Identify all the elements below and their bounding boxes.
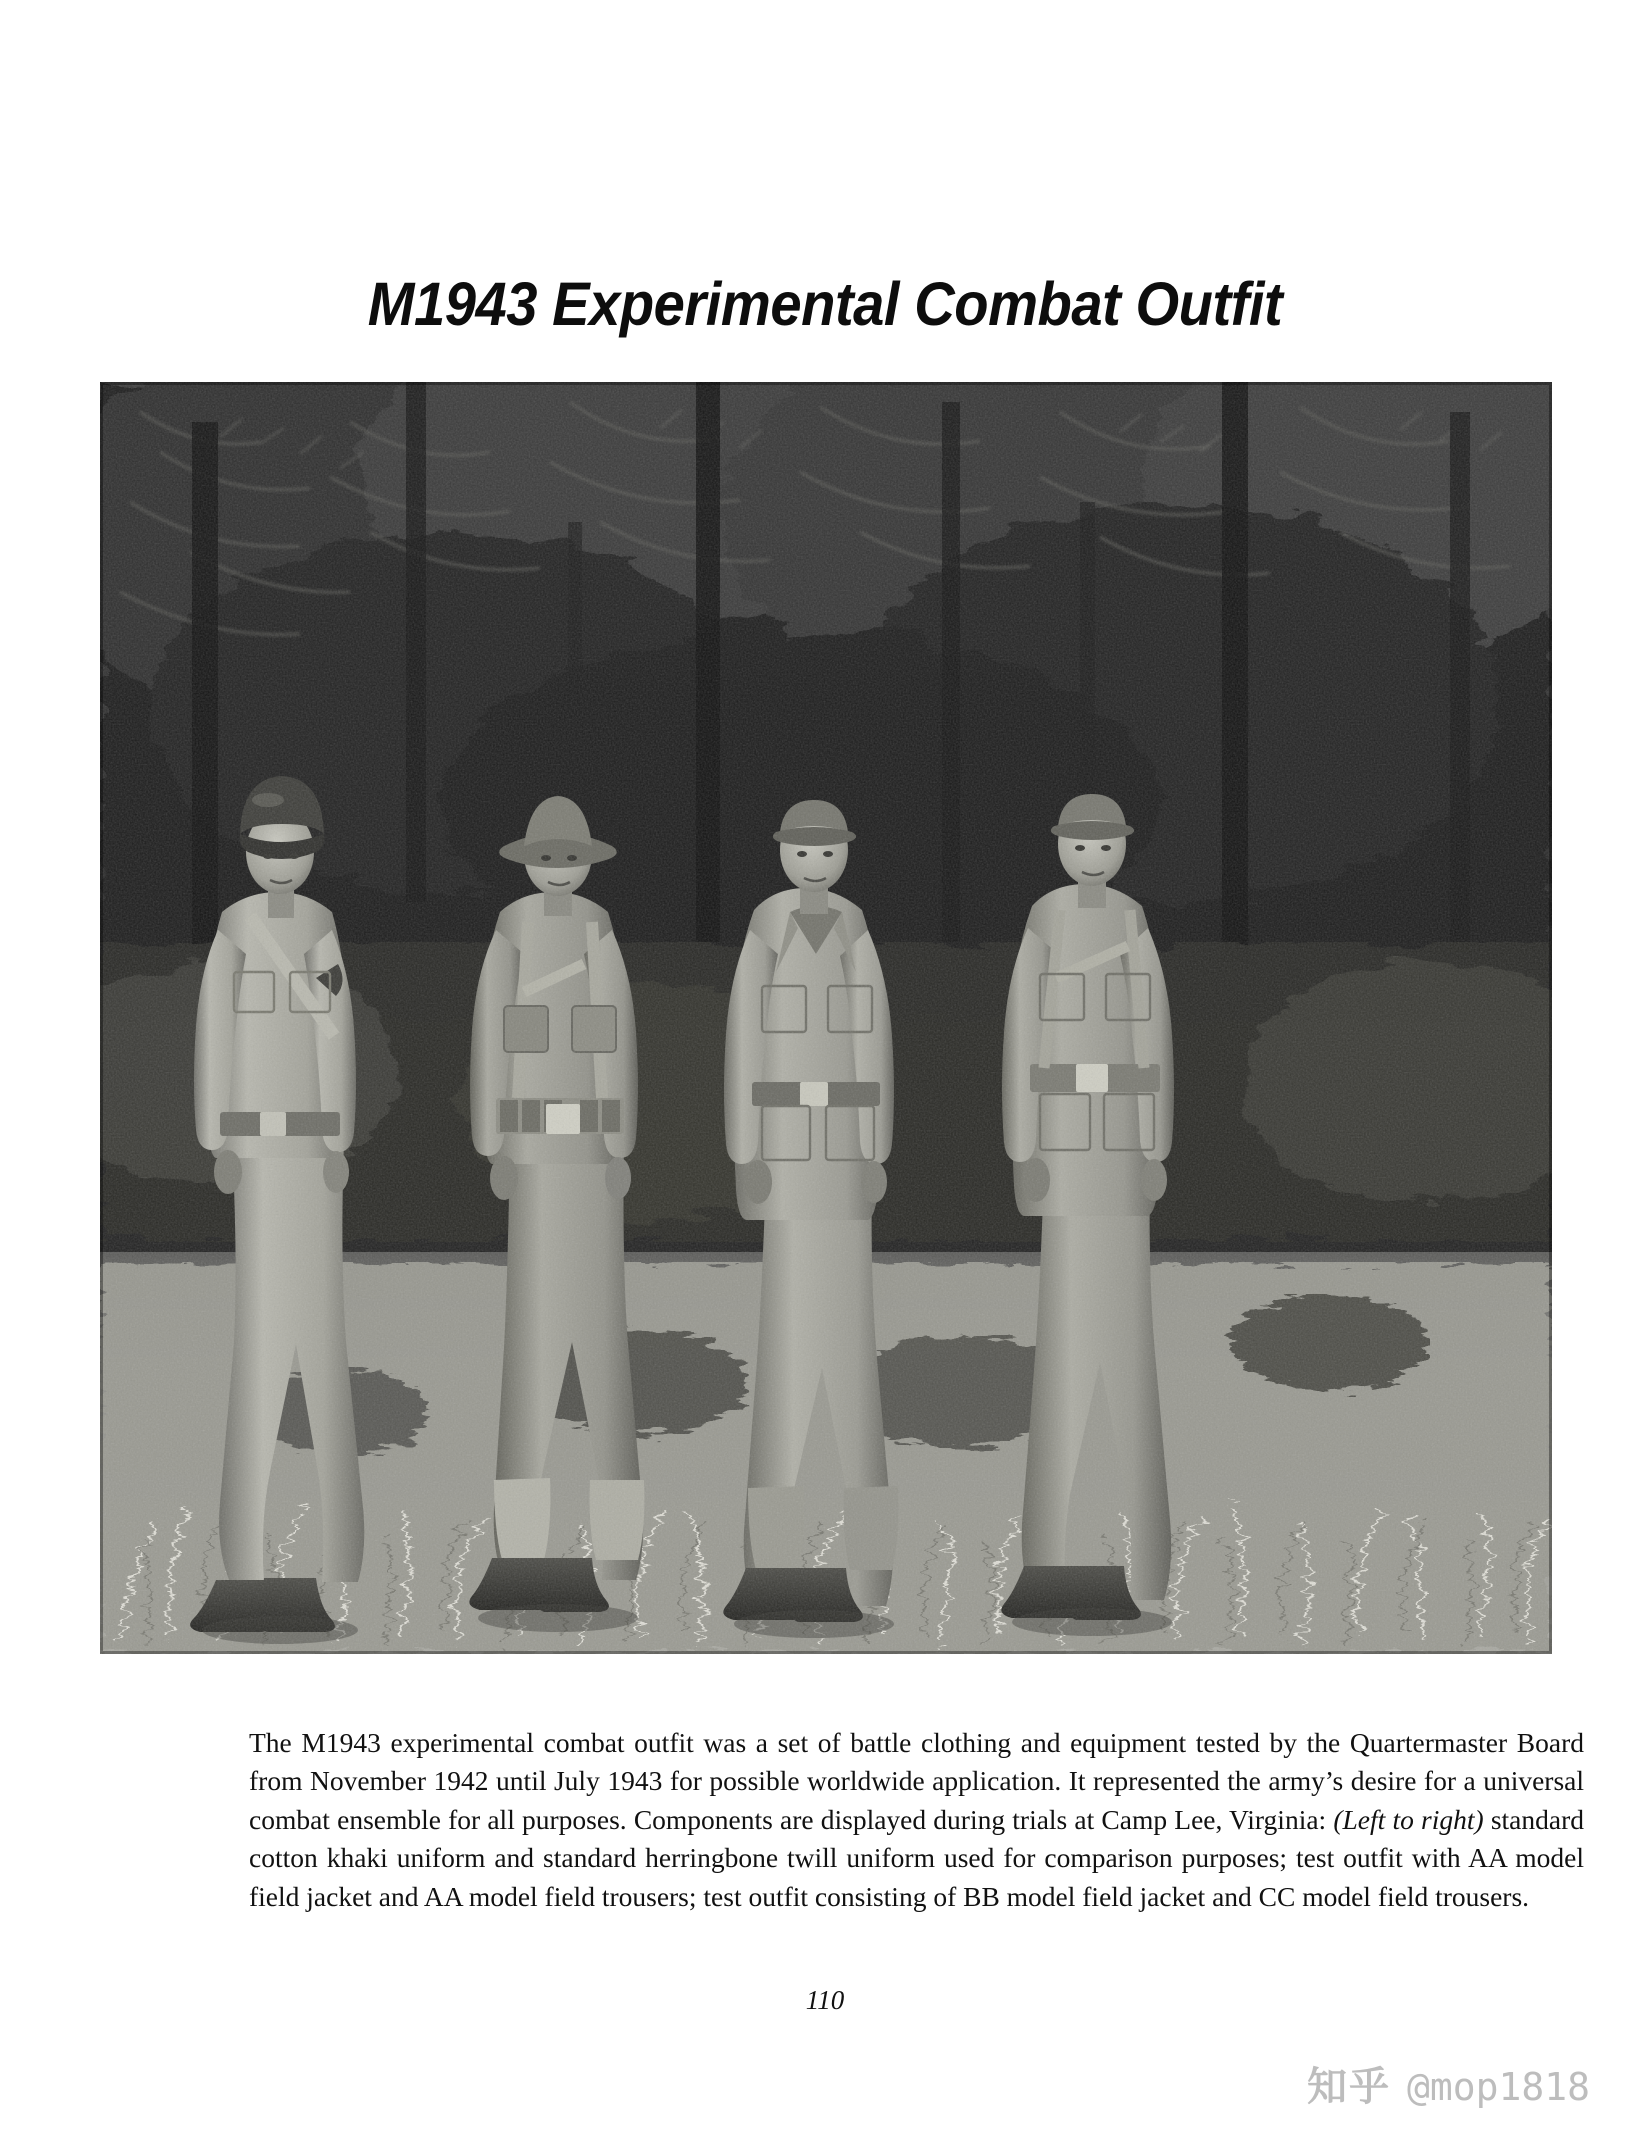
caption-part-1: The M1943 experimental combat outfit was a set of battle clothing and equipment tested by the Quartermaster Board from November 1942 until July 1943 for possible worldwide application. It represented the army’s desire for a universal combat ensemble for all purposes. Components are displayed during trials at Camp Lee, Virginia: bbox=[249, 1726, 1584, 1835]
page-number: 110 bbox=[805, 1985, 845, 2015]
watermark-handle: @mop1818 bbox=[1406, 2065, 1590, 2109]
caption-part-2: standard cotton khaki uniform and standard herringbone twill uniform used for comparison purposes; test outfit with AA model field jacket and AA model field trousers; test outfit consisting of BB model field jacket and CC model field trousers. bbox=[249, 1803, 1584, 1912]
page-title: M1943 Experimental Combat Outfit bbox=[367, 269, 1283, 338]
photograph bbox=[100, 382, 1552, 1654]
photo-caption bbox=[249, 1724, 1584, 1917]
photograph-image bbox=[100, 382, 1552, 1654]
watermark bbox=[1307, 2055, 1590, 2112]
watermark-site-logo: 知乎 bbox=[1306, 2064, 1391, 2110]
caption-emphasis: (Left to right) bbox=[1333, 1803, 1484, 1835]
